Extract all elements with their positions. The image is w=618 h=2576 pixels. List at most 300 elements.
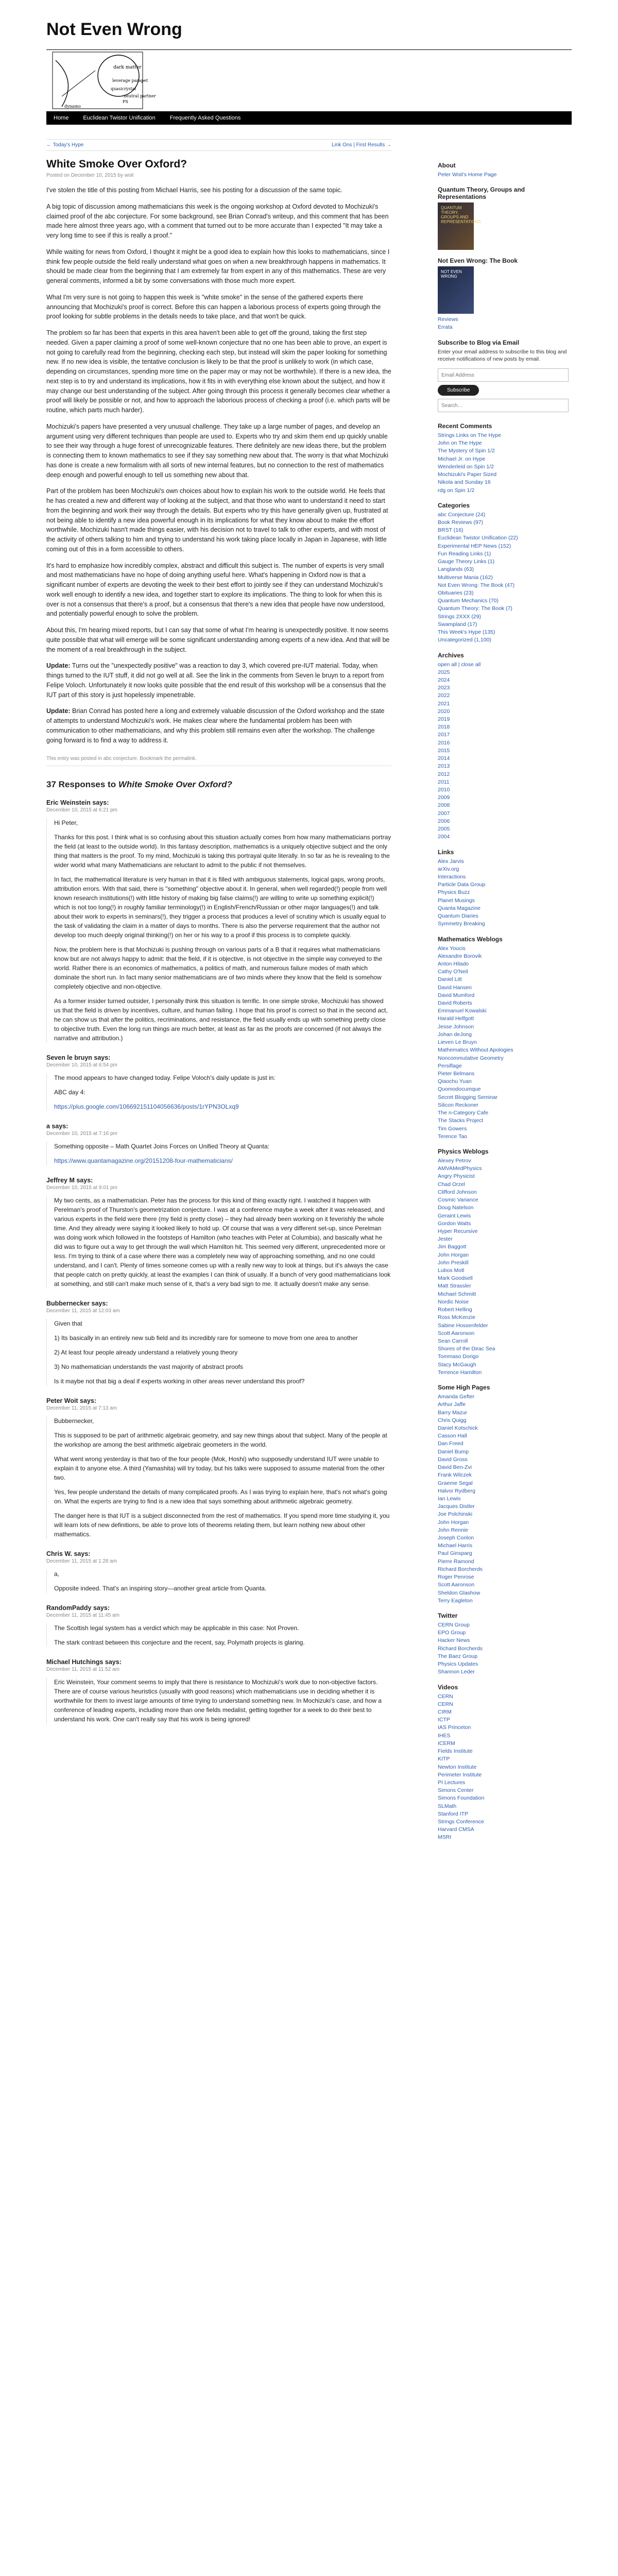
list-item[interactable]: 2007 [438, 810, 450, 817]
archives-list [438, 661, 572, 841]
list-item[interactable]: Quomodocumque [438, 1086, 481, 1093]
comment-paragraph: Now, the problem here is that Mochizuki is pushing through on various parts of a B that it requires what mathematicians know but are not always happy to admit: that the field, if it is objective, is not objective in the simple way conveyed to the world. Rather there is an economics of mathematics, a politics of math, and numerous failure modes of math which dominate the short run. In fact many senior mathematicians are of two minds where they know that the field is somehow completely objective and non-objective. [54, 946, 383, 991]
archives-heading: Archives [438, 651, 464, 659]
book2-cover-image[interactable]: NOT EVEN WRONG [438, 266, 474, 314]
post-paragraph: About this, I'm hearing mixed reports, but I can say that some of what I'm hearing is unexpectedly positive. It now seems quite possible that what will emerge will be some significant understanding among experts of a new idea. And that will be the moment of a real breakthrough in the subject. [46, 626, 390, 653]
post-paragraph: Mochizuki's papers have presented a very unusual challenge. They take up a large number of pages, and develop an argument using very different techniques than people are used to. Experts who try and skim them end up quickly unable to see their way through a huge forest of unrecognizable features. There definitely are new ideas there, but the problem is connecting them to known mathematics to see if they say something new about that. The worry is that what Mochizuki has done is create a new formalism with all sorts of new internal features, but no connection to the rest of mathematics deep enough and powerful enough to tell us something new about that. [46, 422, 388, 479]
comment-author: Jeffrey M says: [46, 1177, 93, 1184]
book1-cover-image[interactable]: QUANTUM THEORY, GROUPS AND REPRESENTATIONS [438, 202, 474, 250]
list-item[interactable]: Geraint Lewis [438, 1212, 471, 1219]
list-item[interactable]: CERN [438, 1693, 453, 1700]
list-item[interactable]: open all | close all [438, 661, 481, 668]
comment-body [46, 1677, 391, 1724]
list-item[interactable]: ICERM [438, 1740, 455, 1747]
list-item[interactable]: Amanda Gefter [438, 1394, 475, 1400]
list-item[interactable]: Strings Conference [438, 1819, 484, 1825]
list-item[interactable]: Multiverse Mania (162) [438, 574, 493, 581]
list-item[interactable]: rdg on Spin 1/2 [438, 487, 475, 494]
book2-links [438, 316, 572, 331]
comment-body [46, 1319, 391, 1386]
list-item[interactable]: Ian Lewis [438, 1495, 461, 1502]
comment-paragraph: The mood appears to have changed today. Felipe Voloch's daily update is just in: [54, 1074, 276, 1082]
list-item[interactable]: 2014 [438, 755, 450, 762]
links-list [438, 858, 572, 928]
comments-section [46, 779, 391, 1724]
list-item[interactable]: Dan Freed [438, 1440, 464, 1447]
comment [46, 1300, 391, 1386]
list-item[interactable]: Noncommutative Geometry [438, 1055, 504, 1061]
list-item[interactable]: Angry Physicist [438, 1173, 475, 1180]
list-item[interactable]: Hyper Recursive [438, 1228, 478, 1234]
list-item[interactable]: Quantum Mechanics (70) [438, 598, 499, 604]
list-item[interactable]: Physics Updates [438, 1661, 478, 1668]
list-item[interactable]: Nikola and Sunday 16 [438, 479, 491, 486]
list-item[interactable]: Joseph Conlon [438, 1535, 474, 1541]
list-item[interactable]: KITP [438, 1756, 450, 1762]
list-item[interactable]: Alex Jarvis [438, 858, 464, 865]
subscribe-button[interactable]: Subscribe [438, 385, 479, 396]
list-item[interactable]: 2004 [438, 834, 450, 840]
list-item[interactable]: Cosmic Variance [438, 1197, 478, 1204]
list-item[interactable]: Gauge Theory Links (1) [438, 558, 495, 565]
list-item[interactable]: Anton Hilado [438, 960, 469, 967]
comment-paragraph: 1) Its basically in an entirely new sub field and its incredibly rare for someone to move from one area to another [54, 1334, 358, 1342]
email-field[interactable] [438, 368, 569, 382]
comment-paragraph: Eric Weinstein, Your comment seems to imply that there is resistance to Mochizuki's work due to non-objective factors. There are of course various heuristics (usually with good reasons) which mathematicians use in deciding whether it is worthwhile for them to invest large amounts of time trying to understand something new. In Mochizuki's case, and how a conference of leading experts, including more than one fields medalist, getting together for a week to do their best to understand his work. One can't really say that his work is being ignored! [54, 1679, 382, 1723]
comment-paragraph: a, [54, 1570, 60, 1578]
list-item[interactable]: 2019 [438, 716, 450, 723]
list-item[interactable]: Experimental HEP News (152) [438, 543, 511, 549]
list-item[interactable]: Book Reviews (97) [438, 519, 484, 526]
responses-title [46, 779, 391, 790]
comment-paragraph: In fact, the mathematical literature is very human in that it is filled with ambiguous statements, logical gaps, wrong proofs, attribution errors. With that said, there is "something" objective about it. In general, when well regarded(!) people from well known research institutions(!) with little history of making big false claims(!) are willing to write up something explicit(!) which is not too long(!) in roughly familiar terminology(!) in English/French/Russian or other major languages(!) and talk about their work to experts in seminars(!), they trigger a process that produces a level of scrutiny which is usually equal to the task of validating the claim in a matter of days to months. There is also the perverse requirement that the author not develop too much deeply original thinking(!) on her or his way to a proof if this process is to complete quickly. [54, 876, 387, 939]
comment-body [46, 1569, 391, 1593]
list-item[interactable]: Qiaochu Yuan [438, 1078, 472, 1085]
banner-diagram-svg [46, 50, 572, 112]
list-item[interactable]: EPO Group [438, 1630, 466, 1636]
comment-paragraph: Given that [54, 1320, 82, 1328]
list-item[interactable]: Scott Aaronson [438, 1582, 475, 1588]
list-item[interactable]: Stanford ITP [438, 1810, 468, 1817]
list-item[interactable]: SLMath [438, 1803, 457, 1809]
comment-paragraph: The stark contrast between this conjecture and the recent, say, Polymath projects is glaring. [54, 1639, 305, 1647]
comment-paragraph: My two cents, as a mathematician. Peter has the process for this kind of thing exactly right. I watched it happen with Perelman's proof of Thurston's geometrization conjecture. I was at a conference maybe a week after it was released, and various experts in the field were there (my field is pretty close) – they had already been working on it feverishly the whole time. And they already were saying it looked likely to hold up. Of course that was a very different set-up, since Perelman was doing work which followed in the footsteps of Hamilton (who teaches with Peter at Columbia), and basically what he did was to figure out a way to get through the wall which Hamilton hit. This seemed very different, unprecedented more or less. I'm trying to think of a case where there was a completely new way of approaching something, and no one could understand, and I can't. Plenty of times someone comes up with a really new way to look at things, but it's always the case that people catch on pretty quickly, at least the examples I can think of usually. If a bunch of very good mathematicians look at something, and still can't make much sense of it, that's a very bad sign to me. It actually doesn't make any sense. [54, 1197, 391, 1288]
list-item[interactable]: The Mystery of Spin 1/2 [438, 448, 495, 454]
update-label: Update: [46, 662, 71, 670]
list-item[interactable]: Sabine Hossenfelder [438, 1322, 488, 1329]
nav-home[interactable]: Home [54, 115, 69, 121]
next-post-link[interactable]: Link Ons | First Results → [332, 142, 391, 148]
comment-date[interactable]: December 10, 2015 at 6:54 pm [46, 1062, 117, 1069]
list-item[interactable]: Jacques Distler [438, 1503, 475, 1510]
comment-body [46, 1142, 391, 1165]
physics-weblogs-list [438, 1157, 572, 1377]
comment-author: Bubbernecker says: [46, 1300, 108, 1308]
post-meta: Posted on December 10, 2015 by woit [46, 173, 134, 178]
list-item[interactable]: Mochizuki's Paper Sized [438, 471, 497, 478]
list-item[interactable]: Mathematics Without Apologies [438, 1047, 513, 1054]
list-item[interactable]: Terrence Hamilton [438, 1369, 482, 1376]
list-item[interactable]: 2023 [438, 685, 450, 691]
list-item[interactable]: Nordic Noise [438, 1298, 469, 1305]
main-content [46, 139, 391, 1735]
responses-post-title: White Smoke Over Oxford? [118, 779, 232, 790]
list-item[interactable]: Alexandre Borovik [438, 953, 482, 959]
list-item[interactable]: Alexey Petrov [438, 1157, 471, 1164]
list-item[interactable]: Terence Tao [438, 1133, 468, 1140]
list-item[interactable]: Pierre Ramond [438, 1558, 474, 1565]
main-nav [46, 111, 572, 125]
list-item[interactable]: ICTP [438, 1717, 450, 1723]
list-item[interactable]: 2022 [438, 692, 450, 699]
recent-comments-list [438, 432, 572, 495]
list-item[interactable]: Simons Foundation [438, 1795, 485, 1802]
list-item[interactable]: Mark Goodsell [438, 1275, 473, 1282]
responses-count: 37 Responses to [46, 779, 118, 790]
list-item[interactable]: Not Even Wrong: The Book (47) [438, 582, 515, 588]
list-item[interactable]: Sheldon Glashow [438, 1589, 480, 1596]
list-item[interactable]: Pieter Belmans [438, 1071, 475, 1077]
banner-line [62, 71, 95, 96]
list-item[interactable]: Stacy McGaugh [438, 1361, 476, 1368]
sidebar-link[interactable]: Reviews [438, 316, 458, 323]
list-item[interactable]: Simons Center [438, 1787, 474, 1794]
comment-date[interactable]: December 11, 2015 at 7:13 am [46, 1405, 117, 1412]
post-paragraph: What I'm very sure is not going to happen this week is "white smoke" in the sense of the gathered experts there announcing that Mochizuki's proof is correct. Before this can happen a laborious process of experts going through the proof looking for subtle problems in the details needs to take place, and that won't be quick. [46, 293, 381, 320]
list-item[interactable]: Matt Strassler [438, 1283, 471, 1290]
search-input[interactable] [438, 399, 569, 412]
post-article [46, 158, 391, 766]
comment-paragraph: ABC day 4: [54, 1089, 85, 1096]
sidebar-link[interactable]: Peter Woit's Home Page [438, 172, 497, 178]
list-item[interactable]: Daniel Bump [438, 1448, 469, 1455]
comment-author[interactable]: Peter Woit says: [46, 1397, 97, 1405]
update-paragraph [46, 661, 391, 700]
list-item[interactable]: 2021 [438, 700, 450, 707]
list-item[interactable]: 2024 [438, 676, 450, 683]
list-item[interactable]: Quantum Diaries [438, 913, 478, 920]
list-item[interactable]: Physics Buzz [438, 889, 470, 896]
comment-date[interactable]: December 10, 2015 at 9:01 pm [46, 1185, 117, 1191]
comment-date[interactable]: December 11, 2015 at 11:45 am [46, 1613, 119, 1619]
list-item[interactable]: Harvard CMSA [438, 1826, 474, 1833]
comment-body [46, 1073, 391, 1111]
list-item[interactable]: MSRI [438, 1834, 452, 1841]
comment [46, 1123, 391, 1165]
comment [46, 1054, 391, 1111]
list-item[interactable]: 2025 [438, 669, 450, 675]
list-item[interactable]: Michael Jr. on Hype [438, 455, 486, 462]
comment-paragraph: 3) No mathematician understands the vast majority of abstract proofs [54, 1363, 243, 1371]
comment-date[interactable]: December 10, 2015 at 7:16 pm [46, 1131, 117, 1137]
prev-post-link[interactable]: ← Today's Hype [46, 142, 84, 148]
list-item[interactable]: 2009 [438, 794, 450, 801]
nav-twistor[interactable]: Euclidean Twistor Unification [83, 115, 156, 121]
list-item[interactable]: AMVAMedPhysics [438, 1165, 482, 1172]
list-item[interactable]: Tommaso Dorigo [438, 1353, 479, 1360]
comment-paragraph: Bubbernecker, [54, 1417, 94, 1425]
list-item[interactable]: Silicon Reckoner [438, 1101, 478, 1108]
list-item[interactable]: Uncategorized (1,100) [438, 637, 491, 643]
banner-label-3: quasicrystal [111, 87, 136, 91]
list-item[interactable]: David Mumford [438, 992, 475, 998]
list-item[interactable]: Shores of the Dirac Sea [438, 1346, 495, 1352]
banner-label-6: dynamo [64, 104, 81, 109]
list-item[interactable]: Secret Blogging Seminar [438, 1094, 498, 1100]
list-item[interactable]: Joe Polchinski [438, 1511, 473, 1518]
comment-author: Chris W. says: [46, 1550, 91, 1558]
list-item[interactable]: Newton Institute [438, 1764, 477, 1770]
update-paragraph [46, 706, 391, 745]
list-item[interactable]: David Roberts [438, 1000, 472, 1007]
list-item[interactable]: Langlands (63) [438, 566, 474, 573]
list-item[interactable]: 2018 [438, 724, 450, 731]
list-item[interactable]: IAS Princeton [438, 1724, 471, 1731]
comment [46, 1550, 391, 1593]
update-text: Turns out the "unexpectedly positive" was a reaction to day 3, which covered pre-IUT material. Today, when things turned to the IUT stuff, it did not go well at all. See the link in the comments from Seven le bruyn to a report from Felipe Voloch. Unfortunately it now looks quite possible that the end result of this workshop will be a consensus that the IUT part of this story is just hopelessly impenetrable. [46, 662, 386, 699]
list-item[interactable]: Richard Borcherds [438, 1566, 483, 1572]
list-item[interactable]: arXiv.org [438, 866, 459, 872]
banner-label-4: neutral partner [124, 94, 156, 98]
list-item[interactable]: Wenderleid on Spin 1/2 [438, 463, 494, 470]
list-item[interactable]: Cathy O'Neil [438, 969, 468, 975]
sidebar-link[interactable]: Errata [438, 324, 453, 331]
list-item[interactable]: Roger Penrose [438, 1574, 474, 1581]
post-paragraph: A big topic of discussion among mathematicians this week is the ongoing workshop at Oxford devoted to Mochizuki's claimed proof of the abc conjecture. For some background, see Brian Conrad's writeup, and this comment that has been made here almost three years ago, with a comment that turned out to be more accurate than I expected "It may take a very long time to see if this is really a proof." [46, 202, 389, 239]
list-item[interactable]: Chris Quigg [438, 1417, 467, 1423]
banner-label-1: dark matter [113, 65, 142, 70]
site-title[interactable]: Not Even Wrong [46, 20, 182, 39]
comment-author: Michael Hutchings says: [46, 1658, 122, 1666]
list-item[interactable]: Arthur Jaffe [438, 1401, 466, 1408]
list-item[interactable]: 2011 [438, 778, 450, 785]
list-item[interactable]: Strings 2XXX (29) [438, 613, 482, 620]
list-item[interactable]: Perimeter Institute [438, 1771, 482, 1778]
comment-paragraph: Something opposite – Math Quartet Joins Forces on Unified Theory at Quanta: [54, 1143, 270, 1150]
banner-curve [56, 60, 68, 107]
subscribe-description: Enter your email address to subscribe to this blog and receive notifications of new posts by email. [438, 348, 567, 363]
post-paragraph: It's hard to emphasize how incredibly complex, abstract and difficult this subject is. The number of experts is very small and most mathematicians have no hope of doing anything useful here. What's happening in Oxford now is that a significant number of experts are devoting the week to their best effort to jointly see if they can understand Mochizuki's work well enough to identify a new idea, and together start to explore its implications. The thing to look for when this is over is not a consensus that there's a proof, but a consensus that there's a new idea that people have now understood, and potentially powerful enough to solve the problem. [46, 562, 385, 618]
list-item[interactable]: Quantum Theory: The Book (7) [438, 605, 512, 612]
comment-paragraph: Hi Peter, [54, 819, 78, 827]
list-item[interactable]: IHES [438, 1732, 451, 1739]
list-item[interactable]: This Week's Hype (135) [438, 629, 495, 636]
update-label: Update: [46, 707, 71, 715]
list-item[interactable]: Sean Carroll [438, 1338, 468, 1344]
list-item[interactable]: Halvor Rydberg [438, 1487, 475, 1494]
recent-comments-heading: Recent Comments [438, 422, 492, 430]
list-item[interactable]: Tim Gowers [438, 1125, 467, 1132]
banner-label-2: leverage parapet [112, 78, 148, 83]
list-item[interactable]: 2005 [438, 826, 450, 833]
list-item[interactable]: BRST (16) [438, 527, 464, 534]
list-item[interactable]: Paul Ginsparg [438, 1550, 472, 1557]
post-paragraph: I've stolen the title of this posting from Michael Harris, see his posting for a discussion of the same topic. [46, 187, 342, 194]
list-item[interactable]: John Horgan [438, 1251, 469, 1258]
comment-paragraph: The danger here is that IUT is a subject disconnected from the rest of mathematics. If you spend more time studying it, you will learn lots of new definitions, be able to prove lots of theorems relating them, but learn nothing new about other mathematics. [54, 1512, 390, 1538]
site-header [46, 0, 572, 118]
list-item[interactable]: CERN [438, 1701, 453, 1707]
comment [46, 1604, 391, 1647]
list-item[interactable]: John Rennie [438, 1527, 468, 1533]
comment [46, 799, 391, 1043]
list-item[interactable]: 2015 [438, 747, 450, 754]
list-item[interactable]: Swampland (17) [438, 621, 477, 628]
list-item[interactable]: Interactions [438, 873, 466, 880]
list-item[interactable]: CIRM [438, 1708, 452, 1715]
list-item[interactable]: David Gross [438, 1456, 468, 1463]
book2-title[interactable]: Not Even Wrong: The Book [438, 257, 518, 265]
post-body [46, 185, 391, 745]
comment-date[interactable]: December 11, 2015 at 11:52 am [46, 1667, 119, 1673]
banner-label-5: PS [123, 99, 128, 104]
list-item[interactable]: Doug Natelson [438, 1205, 474, 1211]
list-item[interactable]: John Horgan [438, 1519, 469, 1526]
list-item[interactable]: David Ben-Zvi [438, 1464, 472, 1471]
list-item[interactable]: CERN Group [438, 1622, 470, 1628]
list-item[interactable]: Particle Data Group [438, 882, 486, 888]
subscribe-heading: Subscribe to Blog via Email [438, 338, 520, 346]
comment-author: RandomPaddy says: [46, 1604, 110, 1612]
list-item[interactable]: Richard Borcherds [438, 1645, 483, 1652]
list-item[interactable]: abc Conjecture (24) [438, 511, 486, 518]
sidebar [438, 155, 572, 1842]
comment-date[interactable]: December 11, 2015 at 12:03 am [46, 1308, 120, 1314]
list-item[interactable]: Casson Hall [438, 1433, 467, 1439]
list-item[interactable]: Michael Harris [438, 1543, 473, 1549]
list-item[interactable]: Daniel Kotschick [438, 1425, 478, 1431]
comment-paragraph: What went wrong yesterday is that two of the four people (Mok, Hoshi) who supposedly understand IUT were unable to explain it to anyone else. A third (Yamashita) will try today, but his talks were supposed to assume material from the other two. [54, 1455, 385, 1482]
sidebar-about-heading: About [438, 162, 456, 169]
list-item[interactable]: Fun Reading Links (1) [438, 550, 491, 557]
comment-paragraph: This is supposed to be part of arithmetic algebraic geometry, and say new things about that subject. Many of the people at the workshop are among the best arithmetic algebraic geometers in the world. [54, 1432, 387, 1449]
list-item[interactable]: The Baez Group [438, 1653, 478, 1659]
post-paragraph: While waiting for news from Oxford, I thought it might be a good idea to explain how this looks to mathematicians, since I think few people outside the field really understand what goes on when a new breakthrough happens in mathematics. It should be made clear from the beginning that I am extremely far from expert in any of this mathematics. These are very general comments, informed a bit by some conversations with those much more expert. [46, 248, 390, 284]
comment-body [46, 1623, 391, 1647]
list-item[interactable]: Johan deJong [438, 1031, 472, 1038]
list-item[interactable]: Robert Helling [438, 1307, 472, 1313]
site-banner-diagram [46, 49, 572, 112]
post-paragraph: The problem so far has been that experts in this area haven't been able to get off the ground, taking the first step needed. Given a paper claiming a proof of some well-known conjecture that no one has been able to prove, an expert is not going to carefully read from the beginning, checking each step, but instead will skim the paper looking for something new. If no new idea is visible, the tentative conclusion is likely to be that the proof is unlikely to work (in which case, depending on circumstances, spending more time on the paper may or may not be worthwhile). If there is a new idea, the next step is to try and understand its implications, how it fits in with everything else known about the subject, and how it may change our best understanding of the subject. After going through this process it generally becomes clear whether a proof will likely be possible or not, and how to approach the laborious process of checking a proof (i.e. which parts will be routine, which parts much harder). [46, 329, 391, 414]
math-weblogs-list [438, 945, 572, 1141]
links-heading: Links [438, 848, 454, 856]
list-item[interactable]: Clifford Johnson [438, 1189, 477, 1195]
list-item[interactable]: Frank Wilczek [438, 1472, 472, 1479]
comment-paragraph: Yes, few people understand the details of many complicated proofs. As I was trying to explain here, that's not what's going on. What the experts are trying to find is a new idea that says something about arithmetic algebraic geometry. [54, 1488, 387, 1505]
list-item[interactable]: Gordon Watts [438, 1220, 471, 1227]
list-item[interactable]: Daniel Litt [438, 976, 462, 983]
some-high-pages-list [438, 1393, 572, 1605]
comment-paragraph: The Scottish legal system has a verdict which may be applicable in this case: Not Proven. [54, 1624, 299, 1632]
list-item[interactable]: 2006 [438, 818, 450, 824]
list-item[interactable]: Jester [438, 1236, 453, 1243]
comment-link [54, 1156, 391, 1165]
list-item[interactable]: 2013 [438, 763, 450, 770]
list-item[interactable]: Scott Aaronson [438, 1330, 475, 1336]
list-item[interactable]: Obituaries (23) [438, 589, 474, 596]
list-item[interactable]: Hacker News [438, 1637, 470, 1644]
comment-author[interactable]: Eric Weinstein says: [46, 799, 109, 807]
categories-list [438, 511, 572, 645]
list-item[interactable]: 2012 [438, 771, 450, 777]
comment-url-link[interactable]: https://www.quantamagazine.org/20151208-four-mathematicians/ [54, 1157, 233, 1165]
list-item[interactable]: 2008 [438, 802, 450, 809]
list-item[interactable]: 2020 [438, 708, 450, 715]
list-item[interactable]: 2016 [438, 739, 450, 746]
comment [46, 1397, 391, 1539]
list-item[interactable]: Shannon Leder [438, 1669, 475, 1675]
list-item[interactable]: Symmetry Breaking [438, 921, 485, 927]
comment-date[interactable]: December 11, 2015 at 1:28 am [46, 1558, 117, 1565]
twitter-heading: Twitter [438, 1612, 458, 1619]
post-navigation [46, 139, 391, 151]
sidebar-about-links [438, 171, 572, 179]
comment-paragraph: Thanks for this post. I think what is so confusing about this situation actually comes from how many mathematicians portray the field (at least to the outside world). In this fantasy description, mathematics is a uniquely objective subject and the only thing that matters is the proof. To my mind, Mochizuki is taking this portrayal quite literally. In so far as he is revealing to the wider world what many Mathematicians are reluctant to admit to the public if not themselves. [54, 834, 391, 869]
list-item[interactable]: Chad Orzel [438, 1181, 466, 1188]
twitter-list [438, 1621, 572, 1676]
list-item[interactable]: The Stacks Project [438, 1117, 484, 1124]
physics-weblogs-heading: Physics Weblogs [438, 1147, 489, 1155]
book1-title[interactable]: Quantum Theory, Groups and Representations [438, 186, 525, 201]
list-item[interactable]: Persiflage [438, 1062, 462, 1069]
list-item[interactable]: The n-Category Cafe [438, 1110, 489, 1116]
post-title: White Smoke Over Oxford? [46, 158, 187, 170]
list-item[interactable]: Emmanuel Kowalski [438, 1008, 487, 1014]
list-item[interactable]: Jesse Johnson [438, 1023, 474, 1030]
post-footer: This entry was posted in abc conjecture. Bookmark the permalink. [46, 752, 391, 766]
videos-heading: Videos [438, 1683, 458, 1691]
list-item[interactable]: John on The Hype [438, 440, 482, 447]
list-item[interactable]: 2010 [438, 787, 450, 793]
list-item[interactable]: Barry Mazur [438, 1409, 468, 1416]
list-item[interactable]: Lubos Motl [438, 1267, 465, 1274]
list-item[interactable]: Euclidean Twistor Unification (22) [438, 535, 518, 541]
comment-author[interactable]: Seven le bruyn says: [46, 1054, 111, 1062]
comment-url-link[interactable]: https://plus.google.com/106692151104056636/posts/1rYPN3OLxq9 [54, 1103, 239, 1111]
list-item[interactable]: Lieven Le Bruyn [438, 1039, 477, 1046]
list-item[interactable]: Terry Eagleton [438, 1597, 473, 1604]
comment-paragraph: 2) At least four people already understand a relatively young theory [54, 1349, 238, 1357]
list-item[interactable]: 2017 [438, 732, 450, 738]
list-item[interactable]: Fields Institute [438, 1748, 473, 1755]
post-paragraph: Part of the problem has been Mochizuki's own choices about how to explain his work to the outside world. He feels that he has created a new and different way of looking at the subject, and that those who want to understand it need to start from the beginning and work their way through the details. But experts who try this have generally given up, frustrated at not being able to identify a new idea powerful enough in its implications for what they know about to make the effort worthwhile. Mochizuki hasn't made things easier, with his decision not to travel to talk to other experts, and with most of the activity of others talking to him and trying to understand his work taking place locally in Japan in Japanese, with little coming out of this in a form accessible to others. [46, 487, 388, 553]
comment [46, 1177, 391, 1289]
list-item[interactable]: Graeme Segal [438, 1480, 473, 1486]
comment-date[interactable]: December 10, 2015 at 6:21 pm [46, 807, 117, 814]
list-item[interactable]: Michael Schmitt [438, 1291, 476, 1297]
list-item[interactable]: Quanta Magazine [438, 905, 480, 911]
nav-faq[interactable]: Frequently Asked Questions [169, 115, 241, 121]
comment-link [54, 1102, 391, 1111]
list-item[interactable]: John Preskill [438, 1259, 469, 1266]
comment-body [46, 1416, 391, 1539]
list-item[interactable]: Jim Baggott [438, 1244, 467, 1250]
some-high-pages-heading: Some High Pages [438, 1384, 490, 1392]
update-text: Brian Conrad has posted here a long and extremely valuable discussion of the Oxford workshop and the state of attempts to understand Mochizuki's work. He makes clear where the fundamental problem has been with communication to other mathematicians, and why this problem still remains even after the workshop. The challenge going forward is to find a way to address it. [46, 707, 385, 744]
list-item[interactable]: Planet Musings [438, 897, 475, 904]
comment-body [46, 818, 391, 1043]
list-item[interactable]: PI Lectures [438, 1779, 466, 1786]
list-item[interactable]: Harald Helfgott [438, 1015, 474, 1022]
list-item[interactable]: Strings Links on The Hype [438, 432, 501, 439]
list-item[interactable]: Ross McKenzie [438, 1314, 475, 1321]
list-item[interactable]: David Hansen [438, 984, 472, 991]
categories-heading: Categories [438, 501, 470, 509]
math-weblogs-heading: Mathematics Weblogs [438, 935, 503, 943]
comment-body [46, 1196, 391, 1289]
list-item[interactable]: Alex Youcis [438, 945, 466, 952]
videos-list [438, 1693, 572, 1842]
